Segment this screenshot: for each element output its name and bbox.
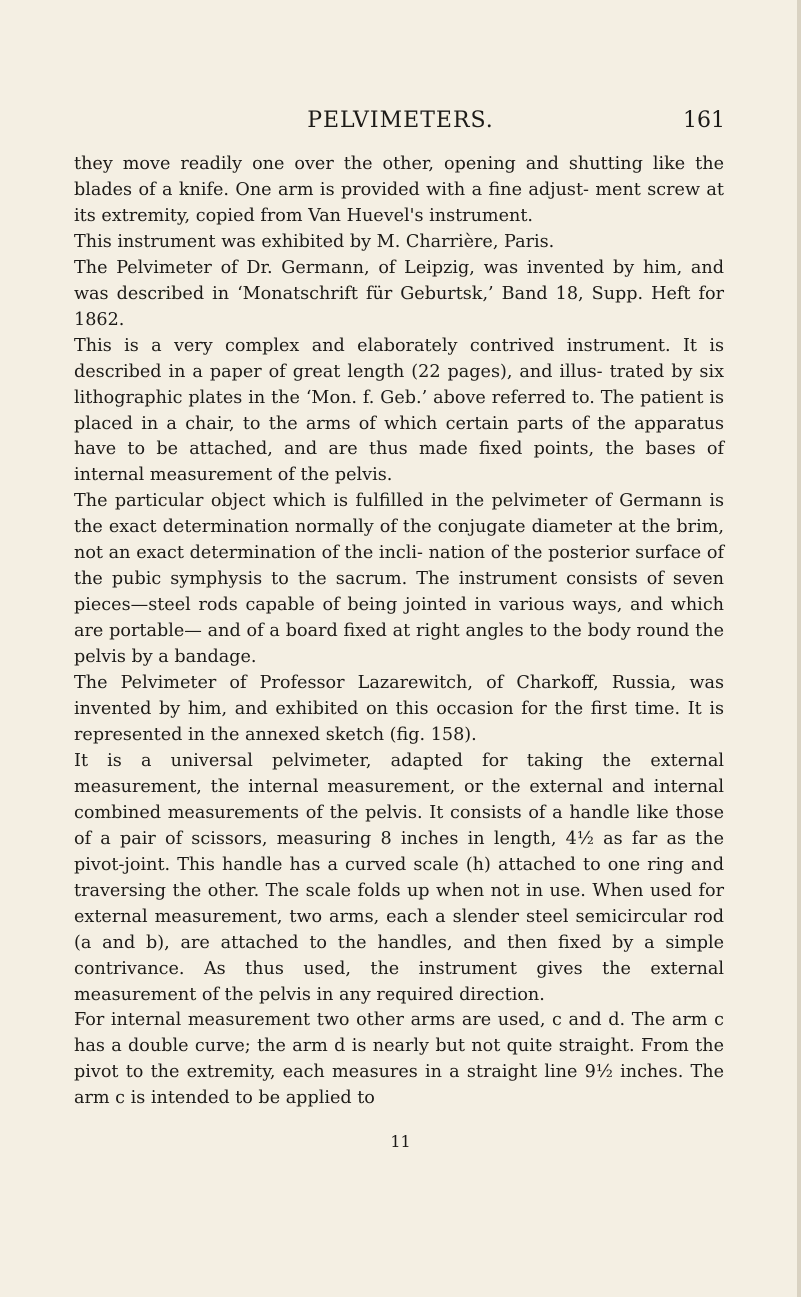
page-number: 161 — [683, 108, 725, 133]
body-text — [74, 152, 724, 1112]
paragraph-8: For internal measurement two other arms are used, c and d. The arm c has a double curve; the arm d is nearly but not quite straight. From the pivot to the extremity, each measures in a straight line 9½ inches. The arm c is intended to be applied to — [74, 1010, 724, 1109]
running-title: PELVIMETERS. — [307, 108, 494, 133]
signature-mark: 11 — [390, 1132, 411, 1151]
paragraph-2: This instrument was exhibited by M. Charrière, Paris. — [74, 231, 555, 252]
paragraph-6: The Pelvimeter of Professor Lazarewitch, of Charkoff, Russia, was invented by him, and exhibited on this occasion for the first time. It is represented in the annexed sketch (fig. 158). — [74, 673, 724, 745]
paragraph-5: The particular object which is fulfilled in the pelvimeter of Germann is the exact determination normally of the conjugate diameter at the brim, not an exact determination of the incli- nation of the posterior surface of the pubic symphysis to the sacrum. The instrument consists of seven pieces—steel rods capable of being jointed in various ways, and which are portable— and of a board fixed at right angles to the body round the pelvis by a bandage. — [74, 491, 724, 668]
page-header — [0, 108, 801, 138]
page-edge — [797, 0, 801, 1297]
paragraph-1: they move readily one over the other, opening and shutting like the blades of a knife. One arm is provided with a fine adjust- ment screw at its extremity, copied from Van Huevel's instrument. — [74, 154, 724, 226]
paragraph-3: The Pelvimeter of Dr. Germann, of Leipzig, was invented by him, and was described in ‘Monatschrift für Geburtsk,’ Band 18, Supp. Heft for 1862. — [74, 257, 724, 330]
paragraph-4: This is a very complex and elaborately contrived instrument. It is described in a paper of great length (22 pages), and illus- trated by six lithographic plates in the ‘Mon. f. Geb.’ above referred to. The patient is placed in a chair, to the arms of which certain parts of the apparatus have to be attached, and are thus made fixed points, the bases of internal measurement of the pelvis. — [74, 335, 724, 486]
paragraph-7: It is a universal pelvimeter, adapted for taking the external measurement, the internal measurement, or the external and internal combined measurements of the pelvis. It consists of a handle like those of a pair of scissors, measuring 8 inches in length, 4½ as far as the pivot-joint. This handle has a curved scale (h) attached to one ring and traversing the other. The scale folds up when not in use. When used for external measurement, two arms, each a slender steel semicircular rod (a and b), are attached to the handles, and then fixed by a simple contrivance. As thus used, the instrument gives the external measurement of the pelvis in any required direction. — [74, 750, 724, 1005]
